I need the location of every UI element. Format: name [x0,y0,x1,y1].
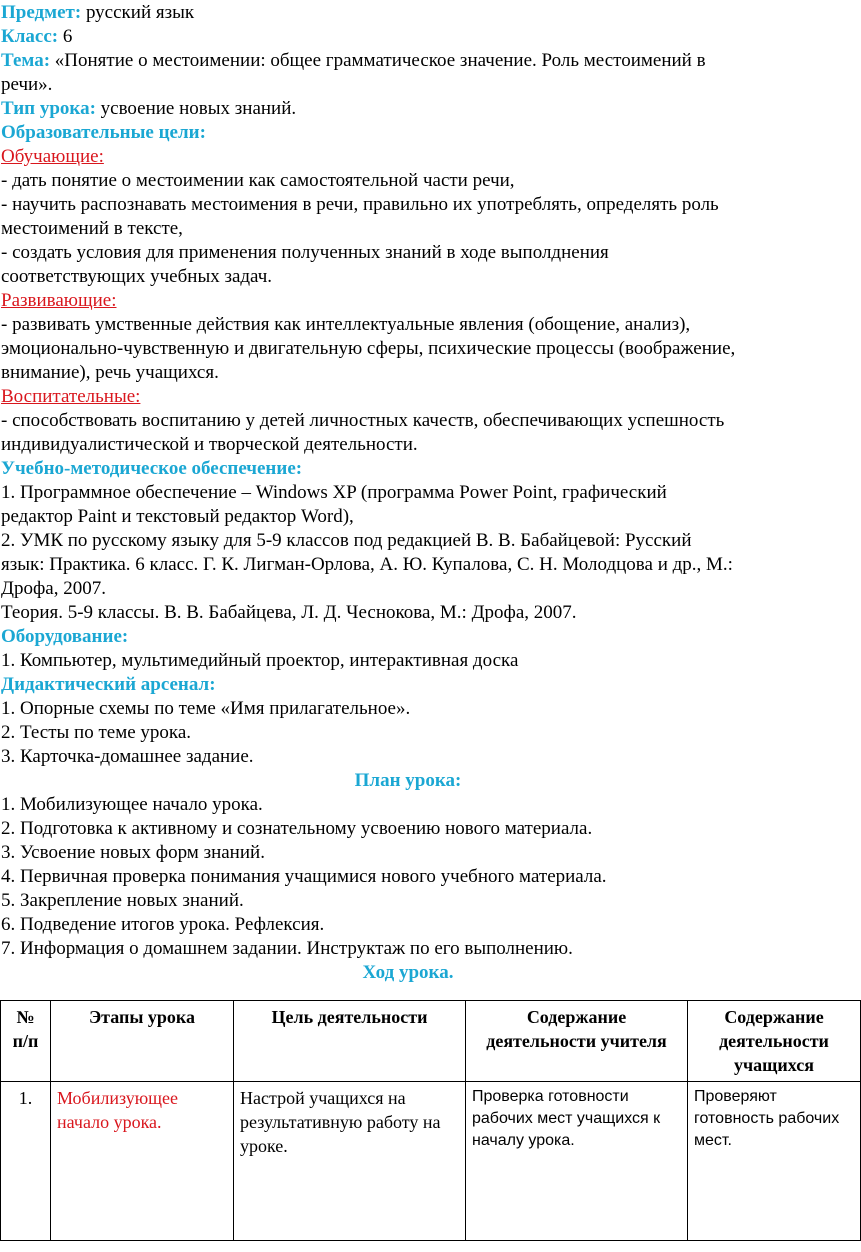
list-item: - дать понятие о местоимении как самостоятельной части речи, [1,170,515,191]
class-line [1,25,815,49]
row-stage: Мобилизующее начало урока. [51,1082,234,1241]
list-item: редактор Paint и текстовый редактор Word), [1,506,354,527]
type-line [1,97,815,121]
type-label: Тип урока: [1,98,96,119]
arsenal-list [1,697,815,769]
topic-label: Тема: [1,50,51,71]
list-item: соответствующих учебных задач. [1,266,273,287]
list-item: 3. Усвоение новых форм знаний. [1,842,265,863]
list-item: эмоционально-чувственную и двигательную сферы, психические процессы (воображение, [1,338,736,359]
list-item: Дрофа, 2007. [1,578,106,599]
list-item: 3. Карточка-домашнее задание. [1,746,254,767]
list-item: 5. Закрепление новых знаний. [1,890,244,911]
list-item: Теория. 5-9 классы. В. В. Бабайцева, Л. Д. Чеснокова, М.: Дрофа, 2007. [1,602,577,623]
list-item: 1. Мобилизующее начало урока. [1,794,263,815]
lesson-table [0,1000,861,1241]
teaching-goals-list [1,169,815,289]
equipment-title: Оборудование: [1,626,129,647]
list-item: внимание), речь учащихся. [1,362,219,383]
table-row [1,1082,861,1241]
list-item: 2. Подготовка к активному и сознательному усвоению нового материала. [1,818,593,839]
educating-goals-list [1,409,815,457]
list-item: - создать условия для применения полученных знаний в ходе выполднения [1,242,609,263]
developing-goals-list [1,313,815,385]
course-title: Ход урока. [362,962,454,983]
plan-list [1,793,815,961]
list-item: - развивать умственные действия как интеллектуальные явления (обощение, анализ), [1,314,691,335]
row-goal: Настрой учащихся на результативную работу на уроке. [234,1082,466,1241]
developing-goals-label: Развивающие: [1,290,117,311]
header-number: № п/п [1,1001,51,1082]
topic-line-cont: речи». [1,74,53,95]
arsenal-title: Дидактический арсенал: [1,674,216,695]
list-item: 6. Подведение итогов урока. Рефлексия. [1,914,325,935]
list-item: 7. Информация о домашнем задании. Инструктаж по его выполнению. [1,938,573,959]
document-body [1,1,815,985]
list-item: язык: Практика. 6 класс. Г. К. Лигман-Орлова, А. Ю. Купалова, С. Н. Молодцова и др., М.: [1,554,733,575]
list-item: - способствовать воспитанию у детей личностных качеств, обеспечивающих успешность [1,410,725,431]
header-stage: Этапы урока [51,1001,234,1082]
plan-title: План урока: [354,770,462,791]
topic-line [1,49,815,73]
list-item: - научить распознавать местоимения в речи, правильно их употреблять, определять роль [1,194,719,215]
type-value: усвоение новых знаний. [100,98,297,119]
list-item: 1. Компьютер, мультимедийный проектор, интерактивная доска [1,650,519,671]
list-item: 2. УМК по русскому языку для 5-9 классов под редакцией В. В. Бабайцевой: Русский [1,530,692,551]
list-item: местоимений в тексте, [1,218,183,239]
list-item: 2. Тесты по теме урока. [1,722,192,743]
subject-label: Предмет: [1,2,82,23]
teaching-goals-label: Обучающие: [1,146,104,167]
class-value: 6 [62,26,73,47]
list-item: 1. Опорные схемы по теме «Имя прилагательное». [1,698,411,719]
header-students: Содержание деятельности учащихся [688,1001,861,1082]
header-goal: Цель деятельности [234,1001,466,1082]
list-item: 4. Первичная проверка понимания учащимися нового учебного материала. [1,866,607,887]
topic-value: «Понятие о местоимении: общее грамматическое значение. Роль местоимений в [54,50,706,71]
list-item: 1. Программное обеспечение – Windows XP (программа Power Point, графический [1,482,667,503]
table-header-row [1,1001,861,1082]
methodical-title: Учебно-методическое обеспечение: [1,458,303,479]
methodical-list [1,481,815,625]
goals-title: Образовательные цели: [1,122,206,143]
list-item: индивидуалистической и творческой деятельности. [1,434,418,455]
row-students: Проверяют готовность рабочих мест. [688,1082,861,1241]
row-number: 1. [1,1082,51,1241]
subject-value: русский язык [85,2,195,23]
header-teacher: Содержание деятельности учителя [466,1001,688,1082]
educating-goals-label: Воспитательные: [1,386,141,407]
subject-line [1,1,815,25]
row-teacher: Проверка готовности рабочих мест учащихся к началу урока. [466,1082,688,1241]
class-label: Класс: [1,26,59,47]
